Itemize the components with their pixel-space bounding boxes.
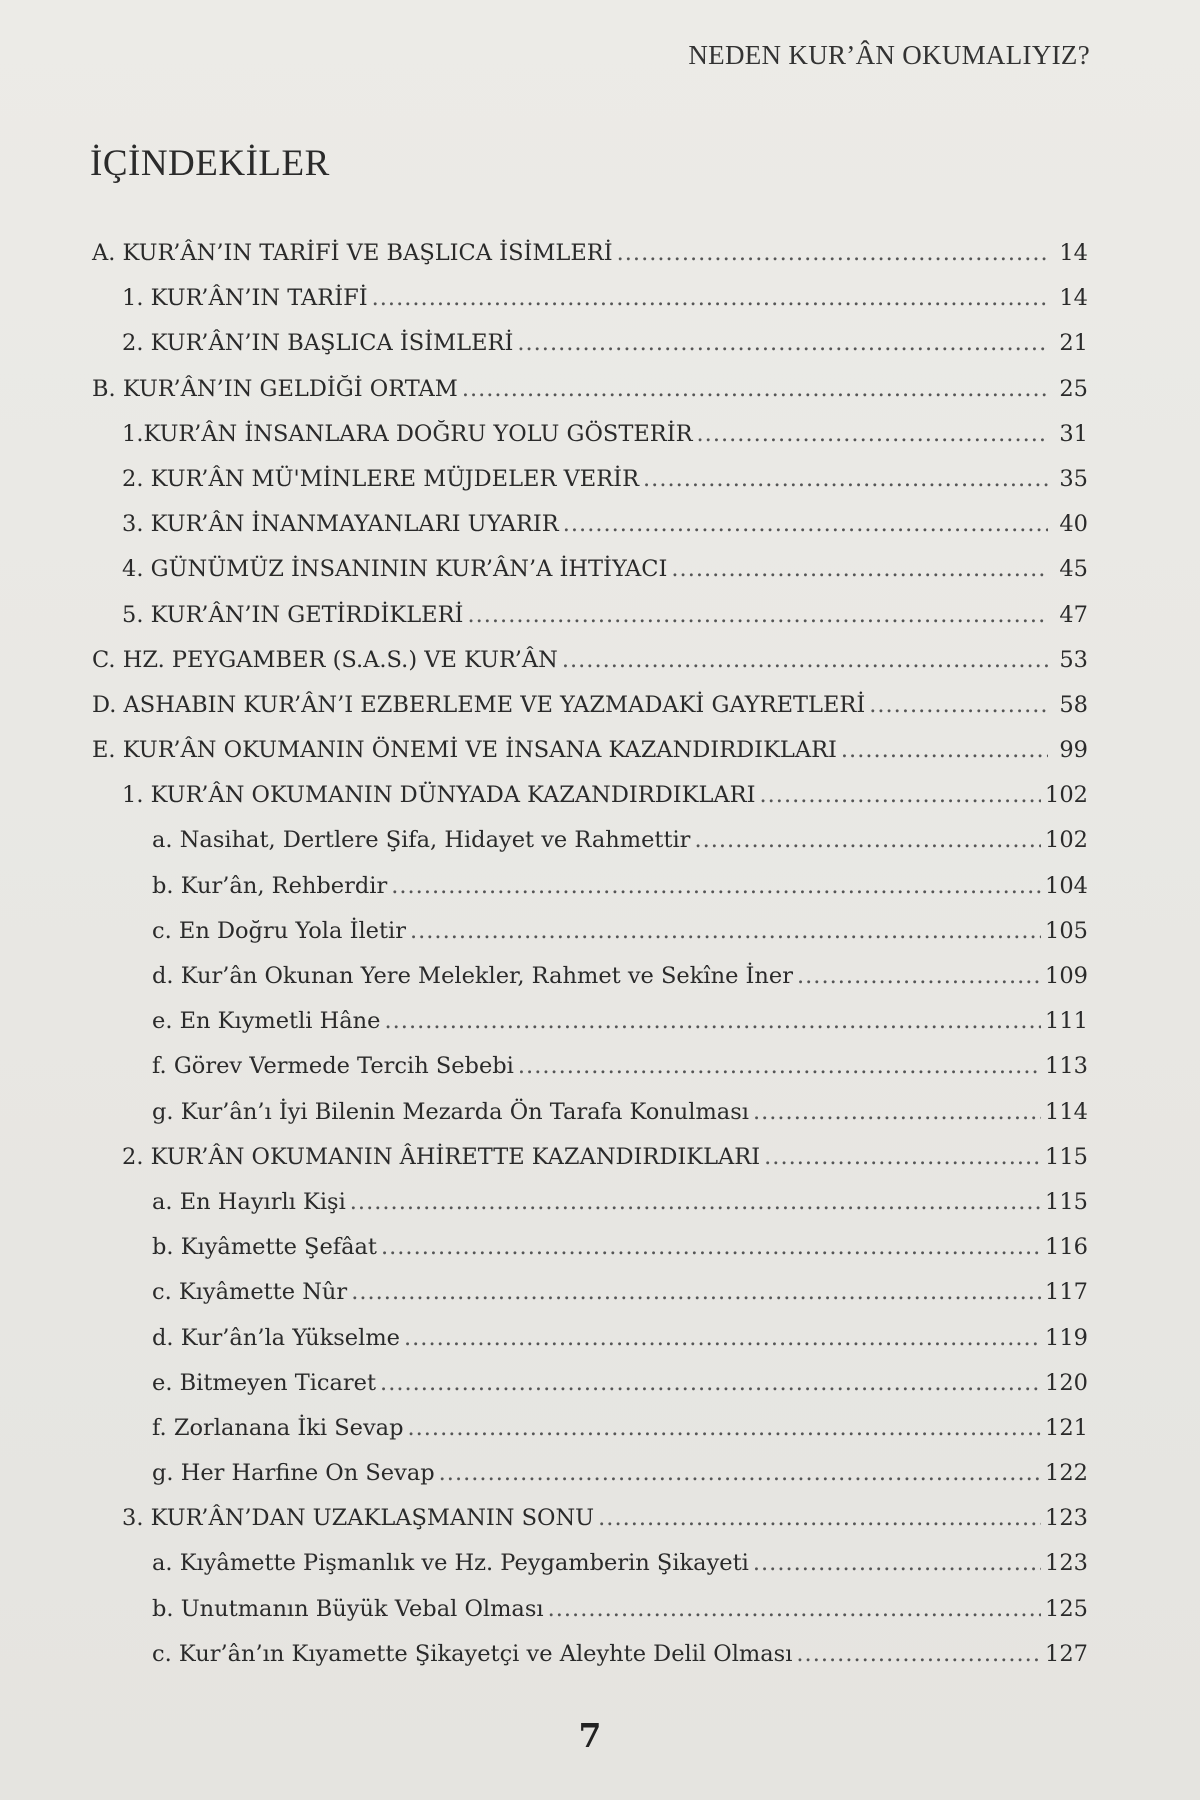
dot-leader [694, 827, 1041, 853]
dot-leader [462, 376, 1048, 402]
toc-entry-page: 31 [1059, 420, 1088, 447]
toc-entry-page: 121 [1045, 1414, 1088, 1441]
toc-entry-label: E. KUR’ÂN OKUMANIN ÖNEMİ VE İNSANA KAZANDIRDIKLARI [92, 737, 837, 764]
toc-entry [92, 782, 1088, 827]
toc-entry-page: 123 [1045, 1550, 1088, 1577]
toc-entry [92, 602, 1088, 647]
toc-entry-page: 105 [1045, 917, 1088, 944]
dot-leader [563, 511, 1048, 537]
toc-entry [92, 466, 1088, 511]
toc-entry-label: g. Her Harfine On Sevap [152, 1460, 435, 1487]
toc-entry [92, 330, 1088, 375]
toc-entry-page: 21 [1059, 330, 1088, 357]
toc-entry-page: 115 [1045, 1143, 1088, 1170]
toc-entry [92, 1415, 1088, 1460]
toc-entry [92, 240, 1088, 285]
toc-entry-label: B. KUR’ÂN’IN GELDİĞİ ORTAM [92, 375, 458, 402]
toc-entry [92, 737, 1088, 782]
dot-leader [671, 556, 1048, 582]
toc-entry-label: a. Nasihat, Dertlere Şifa, Hidayet ve Rahmettir [152, 827, 691, 854]
dot-leader [643, 466, 1048, 492]
toc-entry-page: 115 [1045, 1188, 1088, 1215]
toc-entry [92, 918, 1088, 963]
toc-entry-label: b. Kıyâmette Şefâat [152, 1234, 377, 1261]
dot-leader [439, 1460, 1041, 1486]
dot-leader [548, 1596, 1041, 1622]
toc-entry-page: 40 [1059, 511, 1088, 538]
toc-entry-label: 4. GÜNÜMÜZ İNSANININ KUR’ÂN’A İHTİYACI [122, 556, 668, 583]
toc-entry-label: 2. KUR’ÂN MÜ'MİNLERE MÜJDELER VERİR [122, 465, 640, 492]
toc-entry-page: 53 [1059, 646, 1088, 673]
dot-leader [410, 918, 1041, 944]
toc-entry-label: e. En Kıymetli Hâne [152, 1008, 381, 1035]
toc-entry-page: 114 [1045, 1098, 1088, 1125]
toc-entry-label: 2. KUR’ÂN OKUMANIN ÂHİRETTE KAZANDIRDIKLARI [122, 1143, 761, 1170]
toc-entry-label: g. Kur’ân’ı İyi Bilenin Mezarda Ön Tarafa Konulması [152, 1098, 749, 1125]
dot-leader [797, 963, 1041, 989]
toc-entry-page: 120 [1045, 1369, 1088, 1396]
toc-entry-label: C. HZ. PEYGAMBER (S.A.S.) VE KUR’ÂN [92, 646, 558, 673]
toc-entry [92, 421, 1088, 466]
toc-entry-label: c. Kur’ân’ın Kıyamette Şikayetçi ve Aleyhte Delil Olması [152, 1640, 793, 1667]
toc-entry-page: 113 [1045, 1053, 1088, 1080]
dot-leader [697, 421, 1048, 447]
dot-leader [517, 330, 1048, 356]
toc-entry [92, 285, 1088, 330]
toc-entry [92, 1460, 1088, 1505]
dot-leader [753, 1550, 1041, 1576]
toc-entry-label: 1. KUR’ÂN OKUMANIN DÜNYADA KAZANDIRDIKLARI [122, 782, 756, 809]
toc-entry-label: c. En Doğru Yola İletir [152, 917, 406, 944]
dot-leader [381, 1234, 1041, 1260]
dot-leader [753, 1099, 1041, 1125]
toc-entry-label: f. Görev Vermede Tercih Sebebi [152, 1053, 514, 1080]
toc-entry [92, 1641, 1088, 1686]
table-of-contents [92, 240, 1088, 1686]
dot-leader [796, 1641, 1041, 1667]
toc-entry-page: 122 [1045, 1460, 1088, 1487]
toc-entry [92, 1189, 1088, 1234]
toc-entry [92, 1099, 1088, 1144]
toc-entry [92, 692, 1088, 737]
toc-entry-page: 14 [1059, 285, 1088, 312]
toc-entry [92, 1234, 1088, 1279]
dot-leader [351, 1279, 1041, 1305]
toc-entry-label: A. KUR’ÂN’IN TARİFİ VE BAŞLICA İSİMLERİ [92, 240, 613, 266]
toc-entry [92, 1008, 1088, 1053]
toc-entry-label: a. En Hayırlı Kişi [152, 1188, 346, 1215]
toc-entry [92, 1053, 1088, 1098]
toc-entry-label: 2. KUR’ÂN’IN BAŞLICA İSİMLERİ [122, 330, 514, 357]
toc-entry-label: D. ASHABIN KUR’ÂN’I EZBERLEME VE YAZMADAKİ GAYRETLERİ [92, 691, 866, 718]
toc-entry [92, 827, 1088, 872]
toc-entry-label: 3. KUR’ÂN’DAN UZAKLAŞMANIN SONU [122, 1505, 595, 1532]
toc-entry-label: 1.KUR’ÂN İNSANLARA DOĞRU YOLU GÖSTERİR [122, 420, 693, 447]
toc-entry-page: 14 [1059, 240, 1088, 266]
toc-entry-page: 47 [1059, 601, 1088, 628]
toc-entry-page: 116 [1045, 1234, 1088, 1261]
toc-entry-label: f. Zorlanana İki Sevap [152, 1414, 404, 1441]
toc-entry [92, 556, 1088, 601]
toc-entry-label: b. Unutmanın Büyük Vebal Olması [152, 1595, 544, 1622]
running-head: NEDEN KUR’ÂN OKUMALIYIZ? [688, 40, 1090, 70]
toc-entry-page: 45 [1059, 556, 1088, 583]
toc-entry [92, 1370, 1088, 1415]
toc-entry-label: a. Kıyâmette Pişmanlık ve Hz. Peygamberin Şikayeti [152, 1550, 749, 1577]
dot-leader [391, 873, 1041, 899]
dot-leader [467, 602, 1048, 628]
toc-entry [92, 1505, 1088, 1550]
page-title: İÇİNDEKİLER [90, 143, 330, 184]
toc-entry-page: 58 [1059, 691, 1088, 718]
toc-entry-page: 117 [1045, 1279, 1088, 1306]
toc-entry [92, 1325, 1088, 1370]
toc-entry [92, 1550, 1088, 1595]
toc-entry-page: 109 [1045, 963, 1088, 989]
page-number: 7 [578, 1716, 602, 1755]
toc-entry [92, 511, 1088, 556]
toc-entry-label: e. Bitmeyen Ticaret [152, 1369, 377, 1396]
dot-leader [404, 1325, 1041, 1351]
toc-entry [92, 963, 1088, 1008]
toc-entry-page: 104 [1045, 872, 1088, 899]
toc-entry-page: 127 [1045, 1640, 1088, 1667]
dot-leader [518, 1053, 1041, 1079]
toc-entry-page: 102 [1045, 827, 1088, 854]
dot-leader [384, 1008, 1041, 1034]
toc-entry [92, 647, 1088, 692]
toc-entry-label: 1. KUR’ÂN’IN TARİFİ [122, 285, 368, 312]
toc-entry-page: 111 [1045, 1008, 1088, 1035]
toc-entry-label: d. Kur’ân Okunan Yere Melekler, Rahmet ve Sekîne İner [152, 963, 793, 989]
dot-leader [380, 1370, 1041, 1396]
toc-entry-page: 35 [1059, 465, 1088, 492]
toc-entry-page: 99 [1059, 737, 1088, 764]
toc-entry-page: 119 [1045, 1324, 1088, 1351]
dot-leader [598, 1505, 1041, 1531]
dot-leader [407, 1415, 1041, 1441]
dot-leader [350, 1189, 1041, 1215]
dot-leader [841, 737, 1048, 763]
toc-entry-page: 125 [1045, 1595, 1088, 1622]
toc-entry-label: 5. KUR’ÂN’IN GETİRDİKLERİ [122, 601, 464, 628]
dot-leader [764, 1144, 1041, 1170]
dot-leader [869, 692, 1048, 718]
toc-entry-label: 3. KUR’ÂN İNANMAYANLARI UYARIR [122, 511, 559, 538]
toc-entry [92, 873, 1088, 918]
toc-entry-label: b. Kur’ân, Rehberdir [152, 872, 388, 899]
toc-entry-page: 102 [1045, 782, 1088, 809]
dot-leader [759, 782, 1041, 808]
toc-entry-page: 123 [1045, 1505, 1088, 1532]
toc-entry [92, 1596, 1088, 1641]
toc-entry-label: d. Kur’ân’la Yükselme [152, 1324, 400, 1351]
dot-leader [562, 647, 1048, 673]
toc-entry [92, 376, 1088, 421]
toc-entry-label: c. Kıyâmette Nûr [152, 1279, 348, 1306]
toc-entry [92, 1279, 1088, 1324]
toc-entry [92, 1144, 1088, 1189]
toc-entry-page: 25 [1059, 375, 1088, 402]
dot-leader [372, 285, 1048, 311]
dot-leader [617, 240, 1048, 266]
